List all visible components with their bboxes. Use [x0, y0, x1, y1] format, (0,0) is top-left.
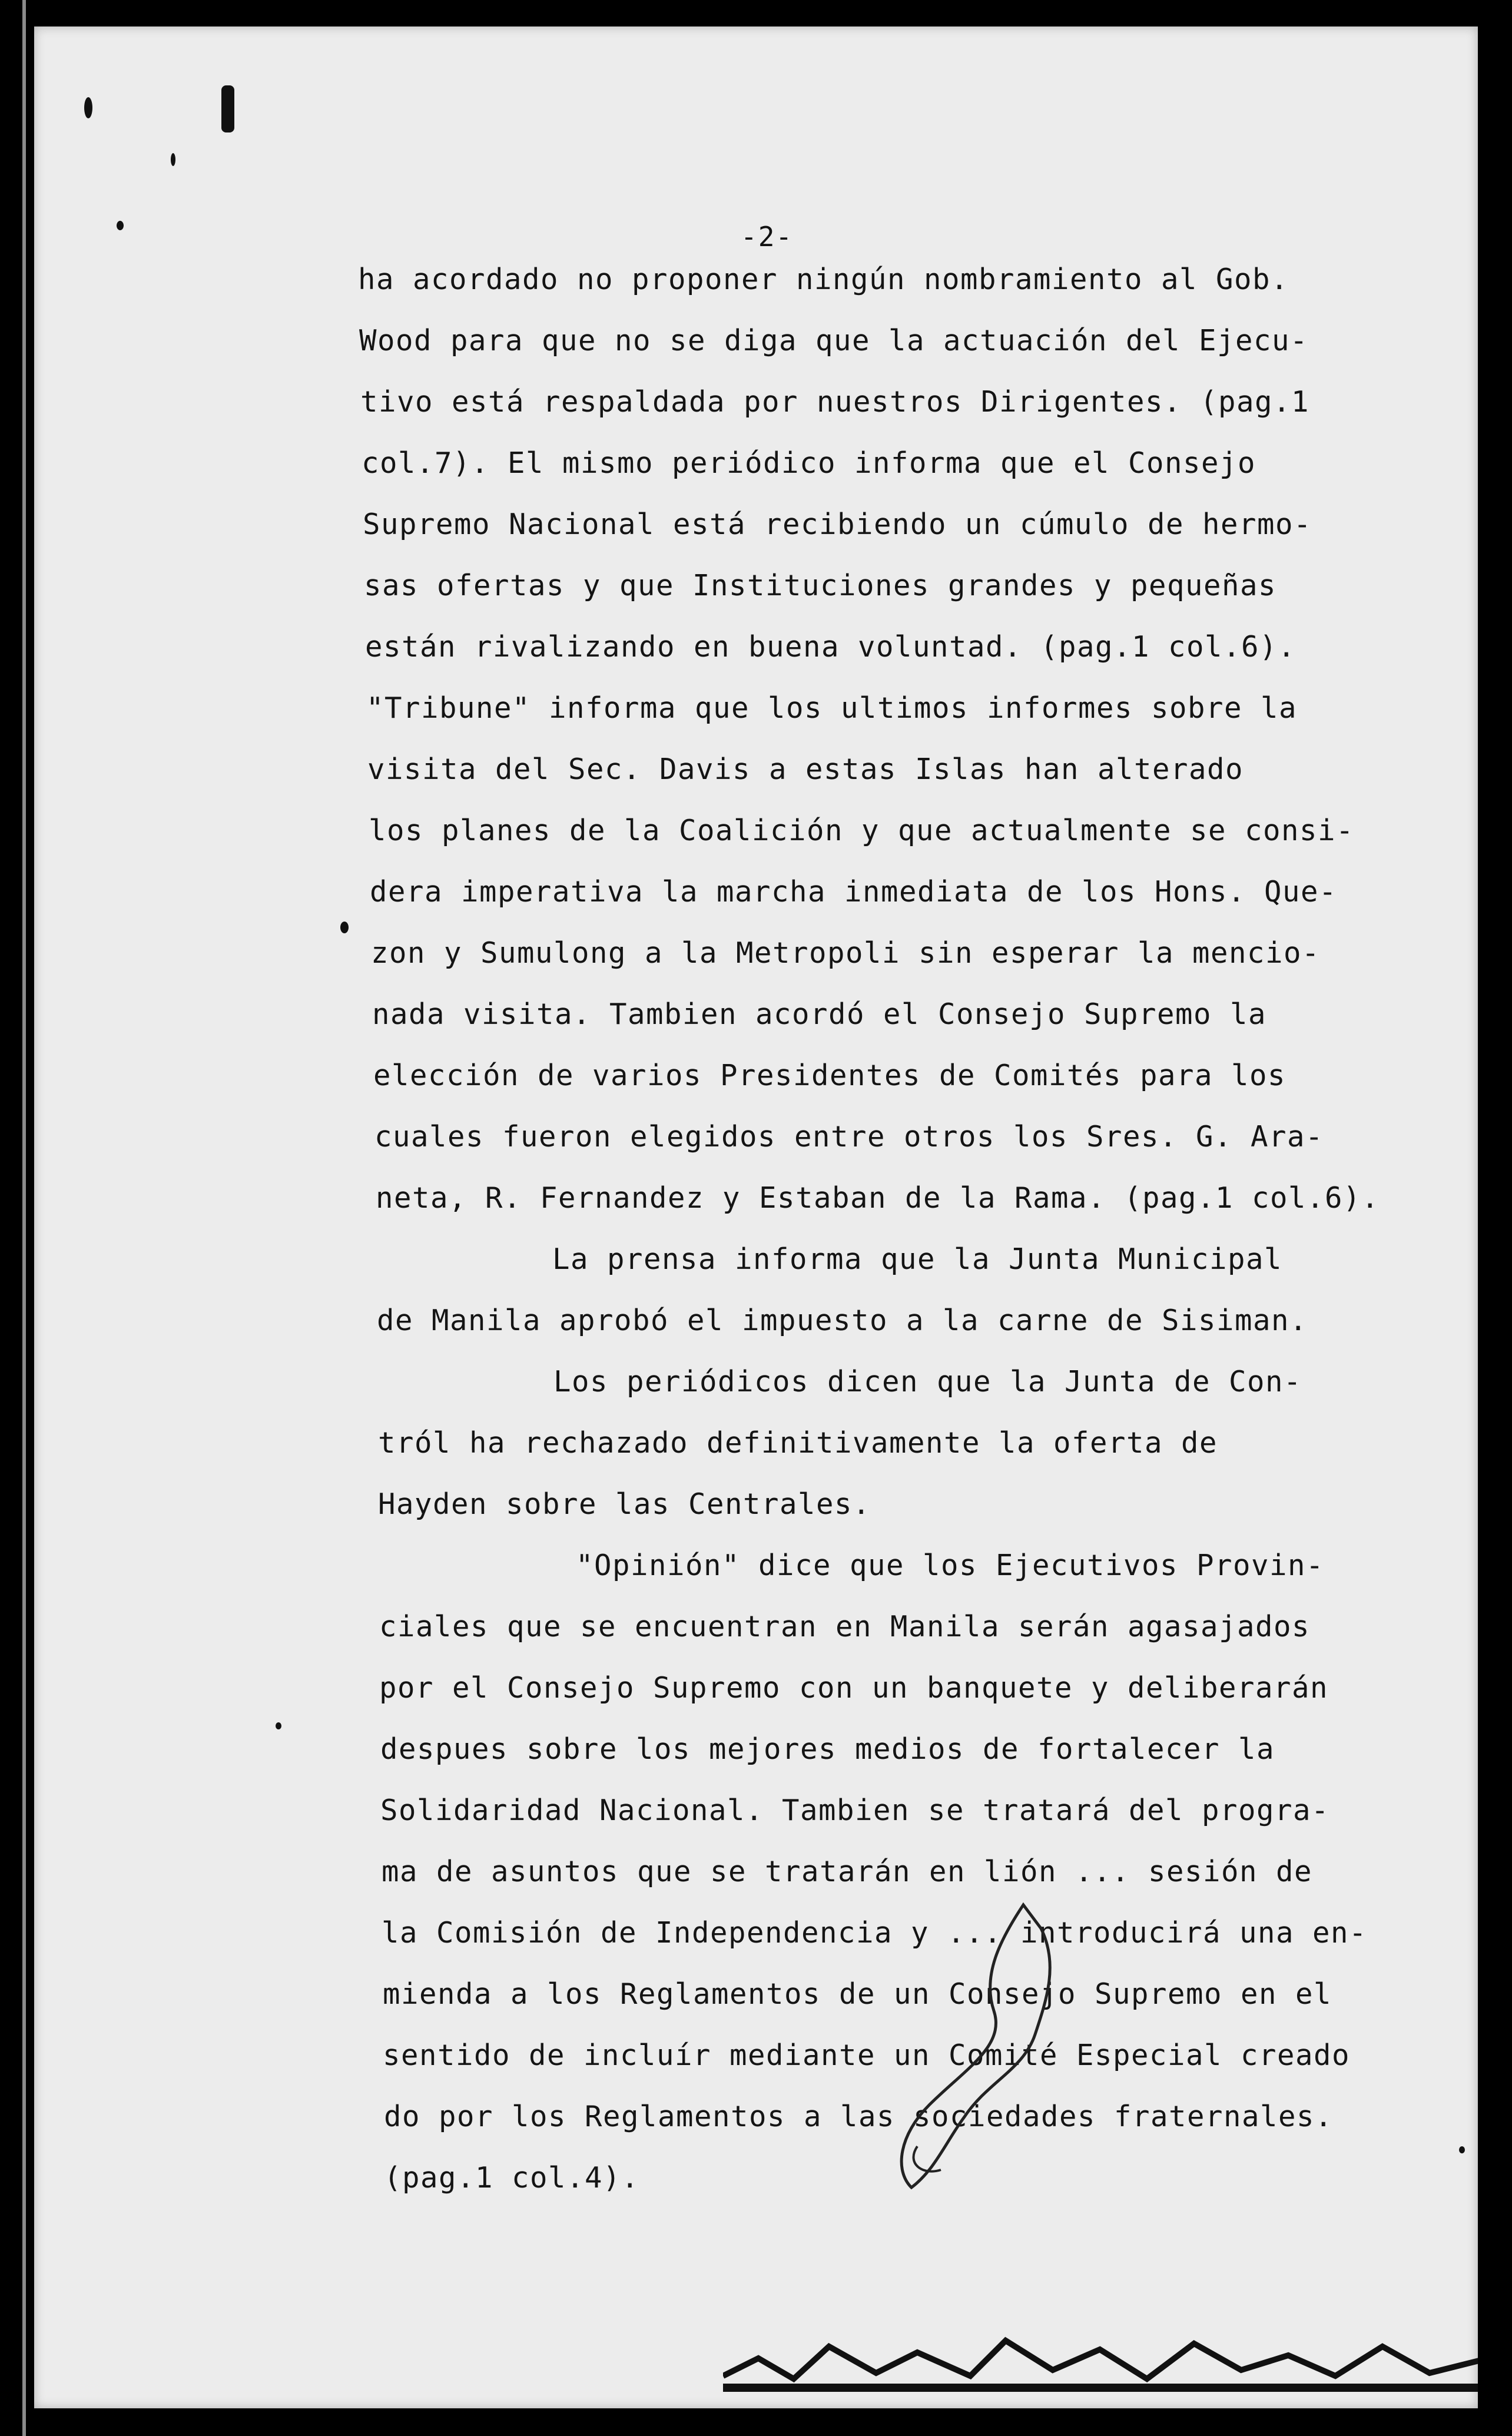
- text-line: Supremo Nacional está recibiendo un cúmulo de hermo-: [363, 508, 1312, 541]
- text-line: tról ha rechazado definitivamente la oferta de: [378, 1426, 1218, 1460]
- ink-speck: [84, 97, 92, 118]
- document-page: [34, 26, 1478, 2408]
- text-line: sentido de incluír mediante un Comité Especial creado: [383, 2039, 1351, 2072]
- water-stain: [847, 1893, 1141, 2199]
- text-line: despues sobre los mejores medios de fortalecer la: [380, 1732, 1275, 1766]
- page-edge: [22, 0, 26, 2436]
- text-line: ciales que se encuentran en Manila serán agasajados: [379, 1610, 1311, 1643]
- text-line: "Opinión" dice que los Ejecutivos Provin-: [576, 1549, 1325, 1582]
- text-line: do por los Reglamentos a las sociedades fraternales.: [384, 2100, 1334, 2133]
- text-line: nada visita. Tambien acordó el Consejo Supremo la: [372, 997, 1267, 1031]
- ink-speck: [276, 1722, 281, 1729]
- text-line: están rivalizando en buena voluntad. (pag.1 col.6).: [365, 630, 1297, 664]
- text-line: Los periódicos dicen que la Junta de Con-: [553, 1365, 1302, 1398]
- page-number: -2-: [741, 221, 794, 253]
- text-line: Hayden sobre las Centrales.: [378, 1487, 871, 1521]
- text-line: Solidaridad Nacional. Tambien se tratará del progra-: [380, 1794, 1330, 1827]
- text-line: La prensa informa que la Junta Municipal: [552, 1242, 1283, 1276]
- text-line: elección de varios Presidentes de Comités para los: [373, 1059, 1286, 1092]
- text-line: visita del Sec. Davis a estas Islas han alterado: [367, 753, 1244, 786]
- text-line: la Comisión de Independencia y ... introducirá una en-: [382, 1916, 1368, 1950]
- ink-speck: [171, 153, 175, 166]
- text-line: mienda a los Reglamentos de un Consejo Supremo en el: [383, 1977, 1332, 2011]
- ink-speck: [221, 85, 234, 132]
- text-line: ma de asuntos que se tratarán en lión ... sesión de: [382, 1855, 1313, 1888]
- text-line: tivo está respaldada por nuestros Dirigentes. (pag.1: [360, 385, 1310, 419]
- text-line: neta, R. Fernandez y Estaban de la Rama. (pag.1 col.6).: [376, 1181, 1380, 1215]
- text-line: cuales fueron elegidos entre otros los Sres. G. Ara-: [374, 1120, 1324, 1154]
- text-line: de Manila aprobó el impuesto a la carne de Sisiman.: [377, 1304, 1308, 1337]
- text-line: zon y Sumulong a la Metropoli sin esperar la mencio-: [371, 936, 1321, 970]
- text-line: por el Consejo Supremo con un banquete y deliberarán: [379, 1671, 1329, 1705]
- text-line: dera imperativa la marcha inmediata de los Hons. Que-: [370, 875, 1338, 909]
- ink-speck: [117, 221, 124, 230]
- ink-speck: [340, 922, 349, 933]
- text-line: col.7). El mismo periódico informa que el Consejo: [362, 446, 1256, 480]
- text-line: "Tribune" informa que los ultimos informes sobre la: [366, 691, 1298, 725]
- text-line: Wood para que no se diga que la actuación del Ejecu-: [359, 324, 1309, 357]
- text-line: (pag.1 col.4).: [384, 2161, 640, 2195]
- text-line: sas ofertas y que Instituciones grandes y pequeñas: [364, 569, 1277, 602]
- torn-bottom-edge: [723, 2323, 1478, 2394]
- text-line: los planes de la Coalición y que actualmente se consi-: [369, 814, 1355, 847]
- ink-speck: [1459, 2146, 1465, 2153]
- text-line: ha acordado no proponer ningún nombramiento al Gob.: [358, 263, 1289, 296]
